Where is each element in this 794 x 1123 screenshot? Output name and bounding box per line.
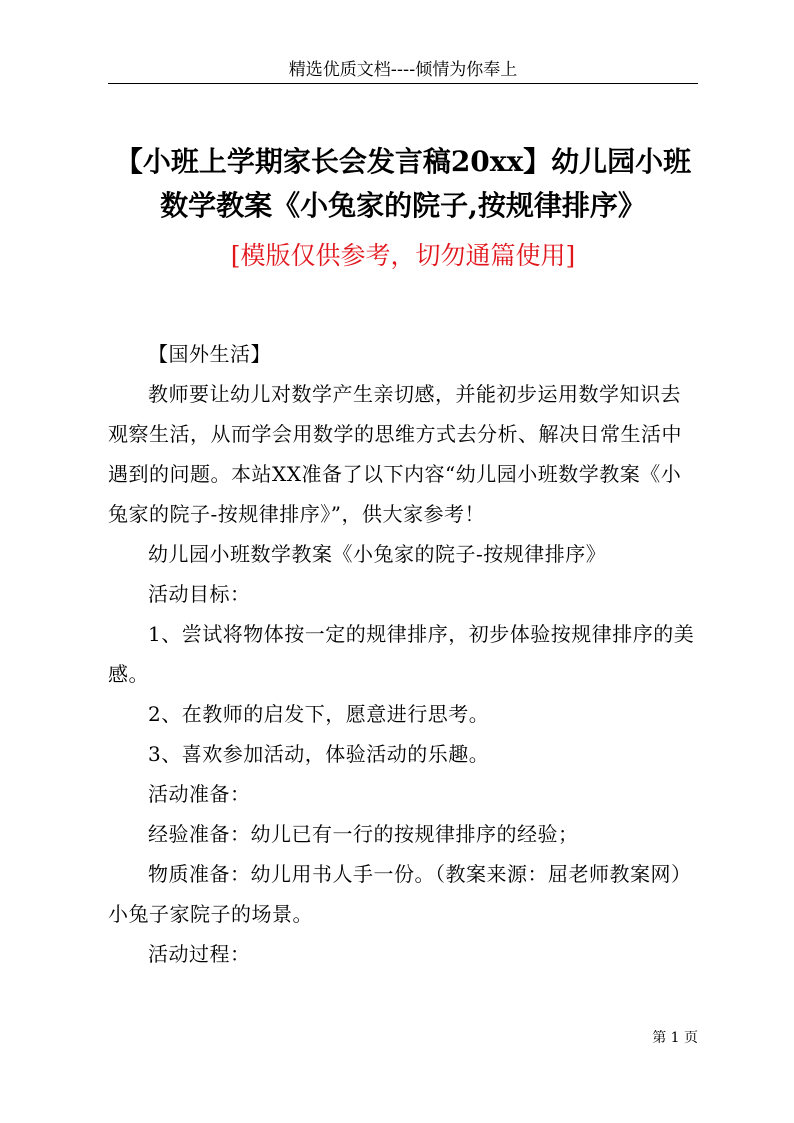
paragraph-prep-experience: 经验准备：幼儿已有一行的按规律排序的经验； — [148, 822, 579, 846]
header-divider — [108, 83, 698, 84]
paragraph-goal-2: 2、在教师的启发下，愿意进行思考。 — [148, 702, 490, 726]
paragraph-goal-3: 3、喜欢参加活动，体验活动的乐趣。 — [148, 742, 490, 766]
document-title — [108, 140, 698, 228]
paragraph-prep-heading: 活动准备： — [148, 782, 251, 806]
paragraph-goal-1: 1、尝试将物体按一定的规律排序，初步体验按规律排序的美感。 — [108, 622, 695, 686]
title-line-1: 【小班上学期家长会发言稿20xx】幼儿园小班 — [114, 145, 692, 178]
paragraph-intro: 教师要让幼儿对数学产生亲切感，并能初步运用数学知识去观察生活，从而学会用数学的思维方式去分析、解决日常生活中遇到的问题。本站XX准备了以下内容“幼儿园小班数学教案《小兔家的院子-按规律排序》”，供大家参考！ — [108, 382, 682, 526]
paragraph-lesson-title: 幼儿园小班数学教案《小兔家的院子-按规律排序》 — [148, 542, 607, 566]
paragraph-goals-heading: 活动目标： — [148, 582, 251, 606]
title-line-2: 数学教案《小兔家的院子,按规律排序》 — [160, 189, 646, 222]
page-header: 精选优质文档----倾情为你奉上 — [288, 60, 518, 80]
paragraph-process-heading: 活动过程： — [148, 942, 251, 966]
template-notice: [模版仅供参考，切勿通篇使用] — [230, 241, 576, 270]
paragraph-prep-materials: 物质准备：幼儿用书人手一份。（教案来源：屈老师教案网）小兔子家院子的场景。 — [108, 862, 692, 926]
document-body — [108, 334, 698, 974]
paragraph-section-tag: 【国外生活】 — [148, 342, 271, 366]
page-number: 第 1 页 — [652, 1030, 698, 1046]
